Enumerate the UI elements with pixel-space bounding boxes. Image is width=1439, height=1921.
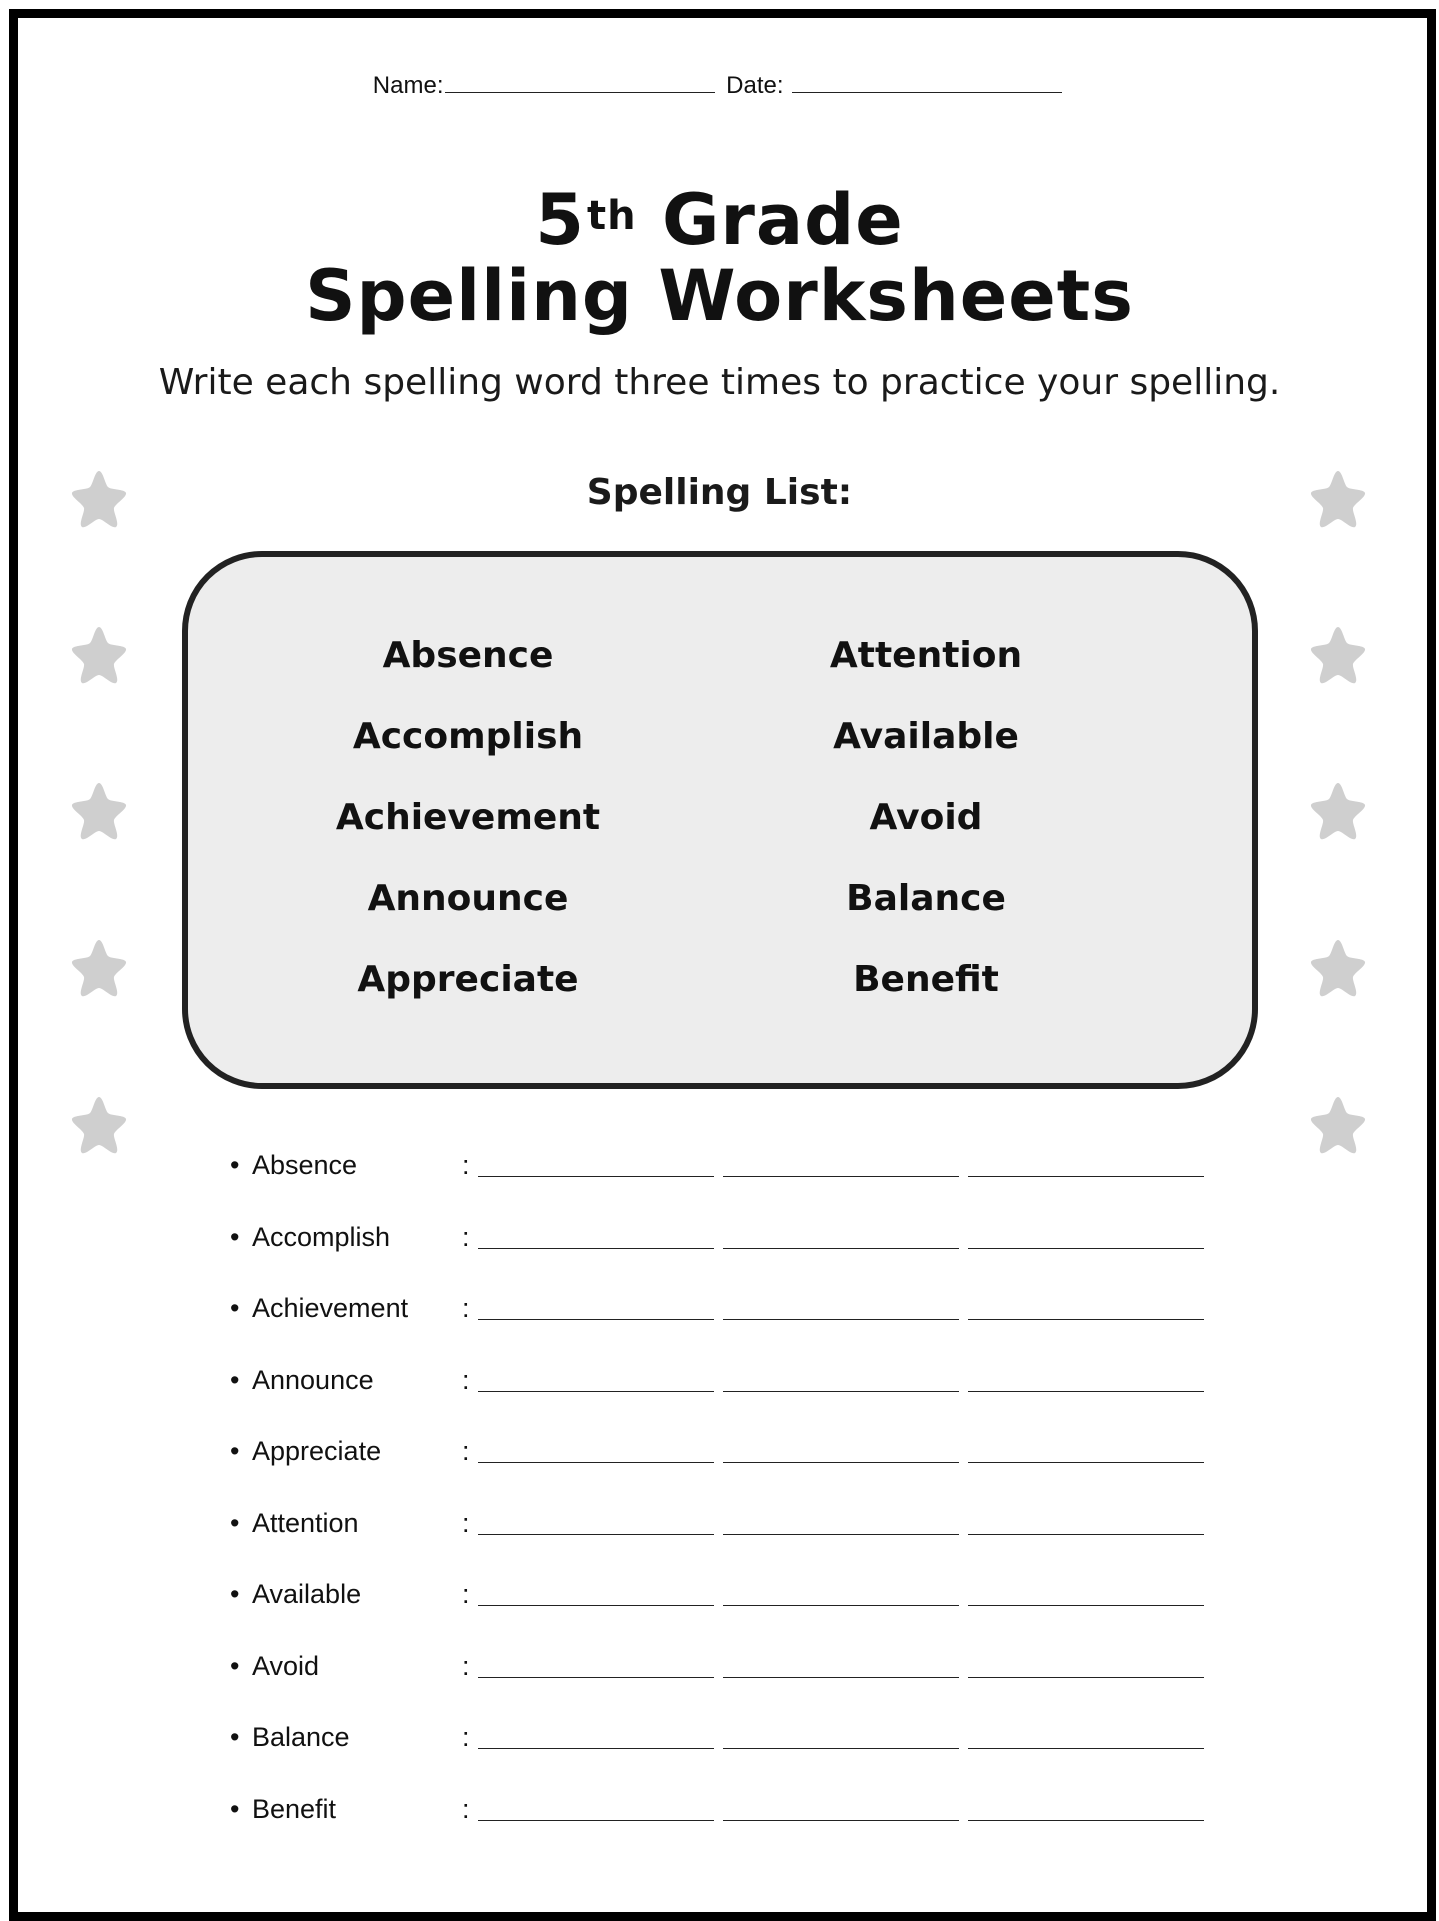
instruction-text: Write each spelling word three times to practice your spelling. [158,362,1281,403]
write-line[interactable] [968,1391,1204,1392]
spelling-list-heading: Spelling List: [586,472,853,513]
write-line[interactable] [723,1820,959,1821]
practice-word: Benefit [252,1793,337,1824]
star-icon [1306,622,1370,686]
write-line[interactable] [478,1748,714,1749]
star-icon [67,466,131,530]
colon: : [462,1722,470,1752]
write-line[interactable] [478,1605,714,1606]
colon: : [462,1436,470,1466]
practice-word: Avoid [252,1650,320,1681]
star-icon [1306,466,1370,530]
practice-row [230,1647,1210,1719]
write-line[interactable] [478,1462,714,1463]
star-icon [67,935,131,999]
write-line[interactable] [968,1319,1204,1320]
spelling-word-box [182,551,1258,1089]
star-icon [67,622,131,686]
spelling-word: Benefit [853,959,999,1000]
write-line[interactable] [478,1319,714,1320]
practice-row [230,1790,1210,1862]
write-line[interactable] [968,1248,1204,1249]
grade-word: Grade [661,179,904,261]
bullet: • [230,1293,240,1323]
title-line-1 [0,179,1439,261]
write-line[interactable] [968,1677,1204,1678]
word-column-right [696,633,1156,1038]
colon: : [462,1579,470,1609]
write-line[interactable] [968,1820,1204,1821]
write-line[interactable] [968,1534,1204,1535]
star-icon [1306,778,1370,842]
name-date-line [0,72,1439,100]
write-line[interactable] [723,1748,959,1749]
colon: : [462,1364,470,1395]
star-icon [67,778,131,842]
title-line-2: Spelling Worksheets [305,255,1134,337]
write-line[interactable] [478,1391,714,1392]
star-icon [67,1092,131,1156]
word-column-left [238,633,698,1038]
bullet: • [230,1364,240,1395]
spelling-word: Appreciate [357,959,579,1000]
practice-word: Attention [252,1507,359,1538]
write-line[interactable] [723,1462,959,1463]
write-line[interactable] [723,1677,959,1678]
name-label: Name: [372,72,444,99]
practice-row [230,1289,1210,1361]
practice-row [230,1718,1210,1790]
spelling-word: Attention [829,635,1023,676]
write-line[interactable] [968,1462,1204,1463]
star-icon [1306,1092,1370,1156]
practice-row [230,1218,1210,1290]
bullet: • [230,1579,240,1609]
colon: : [462,1650,470,1681]
write-line[interactable] [968,1748,1204,1749]
spelling-word: Available [833,716,1019,757]
practice-row [230,1432,1210,1504]
practice-row [230,1361,1210,1433]
bullet: • [230,1150,240,1180]
bullet: • [230,1793,240,1824]
bullet: • [230,1507,240,1538]
colon: : [462,1221,470,1252]
colon: : [462,1793,470,1824]
write-line[interactable] [478,1534,714,1535]
write-line[interactable] [723,1248,959,1249]
practice-row [230,1146,1210,1218]
practice-word: Absence [252,1150,358,1180]
practice-section [230,1146,1210,1861]
bullet: • [230,1436,240,1466]
colon: : [462,1507,470,1538]
practice-word: Available [252,1579,362,1609]
practice-word: Announce [252,1364,374,1395]
date-label: Date: [726,72,784,99]
write-line[interactable] [478,1248,714,1249]
star-icon [1306,935,1370,999]
spelling-word: Achievement [335,797,601,838]
colon: : [462,1293,470,1323]
spelling-word: Absence [382,635,554,676]
write-line[interactable] [723,1534,959,1535]
spelling-word: Balance [846,878,1006,919]
bullet: • [230,1650,240,1681]
write-line[interactable] [723,1605,959,1606]
spelling-word: Avoid [869,797,983,838]
write-line[interactable] [723,1319,959,1320]
write-line[interactable] [968,1176,1204,1177]
write-line[interactable] [723,1391,959,1392]
practice-word: Appreciate [252,1436,382,1466]
practice-word: Accomplish [252,1221,391,1252]
write-line[interactable] [478,1820,714,1821]
write-line[interactable] [478,1677,714,1678]
name-blank[interactable] [445,72,715,93]
write-line[interactable] [968,1605,1204,1606]
page-title [0,179,1439,337]
bullet: • [230,1722,240,1752]
practice-row [230,1504,1210,1576]
practice-word: Achievement [252,1293,409,1323]
write-line[interactable] [478,1176,714,1177]
practice-row [230,1575,1210,1647]
grade-suffix: th [586,193,637,239]
spelling-word: Announce [367,878,569,919]
practice-word: Balance [252,1722,350,1752]
write-line[interactable] [723,1176,959,1177]
bullet: • [230,1221,240,1252]
colon: : [462,1150,470,1180]
date-blank[interactable] [792,72,1062,93]
spelling-word: Accomplish [352,716,584,757]
grade-number: 5 [535,179,585,261]
